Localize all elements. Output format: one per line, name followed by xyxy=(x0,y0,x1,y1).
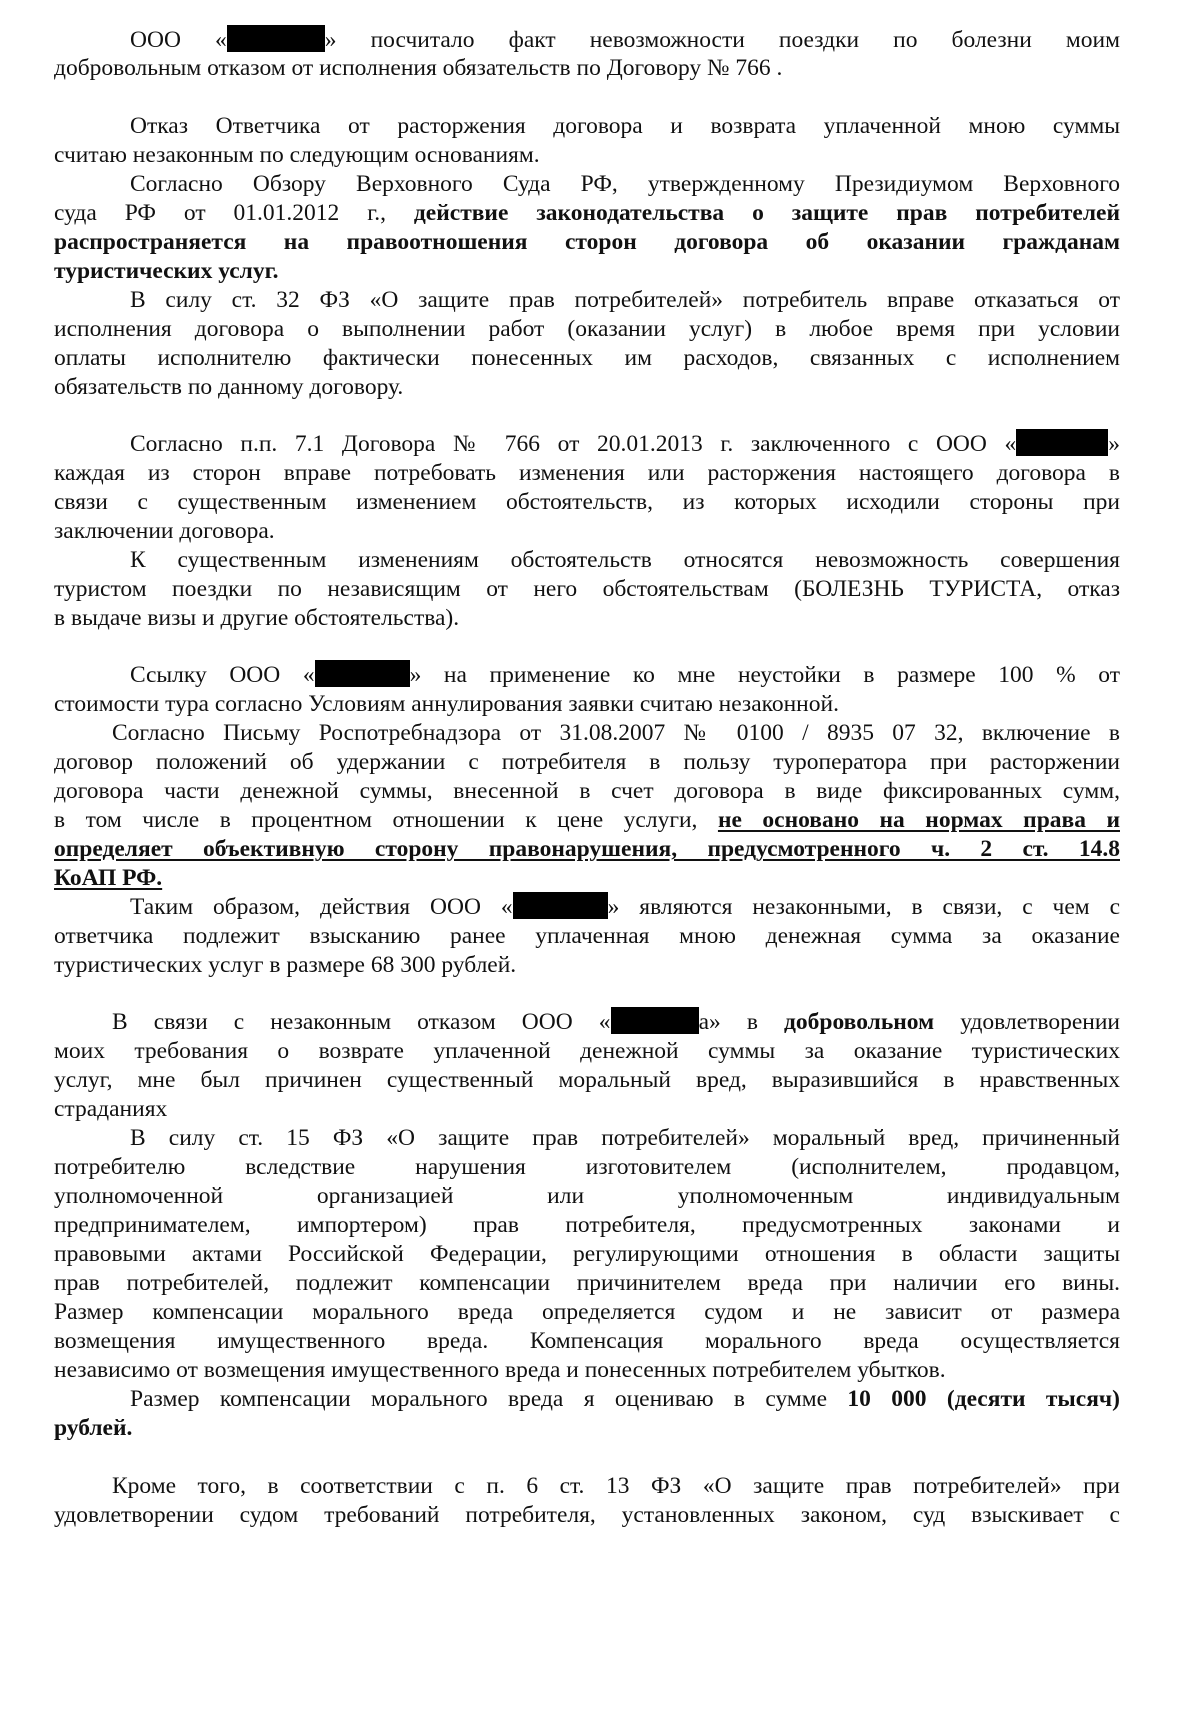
text-line xyxy=(54,1180,1120,1212)
text-run: каждая из сторон вправе потребовать изменения или расторжения настоящего договора в xyxy=(54,460,1120,486)
text-line xyxy=(54,746,1120,778)
text-run: страданиях xyxy=(54,1096,168,1122)
text-run: заключении договора. xyxy=(54,518,275,544)
text-run: исполнения договора о выполнении работ (оказании услуг) в любое время при условии xyxy=(54,316,1120,342)
text-run: стоимости тура согласно Условиям аннулирования заявки считаю незаконной. xyxy=(54,691,839,717)
text-run: возмещения имущественного вреда. Компенсация морального вреда осуществляется xyxy=(54,1328,1120,1354)
text-run: » xyxy=(1108,431,1120,457)
text-line xyxy=(54,1412,1120,1444)
text-line xyxy=(54,515,1120,547)
text-line xyxy=(54,255,1120,287)
text-line xyxy=(54,1035,1120,1067)
text-line xyxy=(54,1093,1120,1125)
text-line xyxy=(54,168,1120,200)
text-run: договора части денежной суммы, внесенной в счет договора в виде фиксированных сумм, xyxy=(54,778,1120,804)
text-run: действие законодательства о защите прав потребителей xyxy=(413,200,1120,226)
text-run: связи с существенным изменением обстоятельств, из которых исходили стороны при xyxy=(54,489,1120,515)
text-run: В связи с незаконным отказом ООО « xyxy=(112,1009,611,1035)
text-line xyxy=(54,284,1120,316)
text-run: добровольным отказом от исполнения обязательств по Договору № 766 . xyxy=(54,55,783,81)
text-line xyxy=(54,428,1120,460)
text-line xyxy=(54,342,1120,374)
text-run: туристических услуг. xyxy=(54,258,279,284)
text-line xyxy=(54,688,1120,720)
text-line xyxy=(54,544,1120,576)
text-line xyxy=(54,717,1120,749)
text-run: уполномоченной организацией или уполномоченным индивидуальным xyxy=(54,1183,1120,1209)
text-line xyxy=(54,1122,1120,1154)
text-run: Кроме того, в соответствии с п. 6 ст. 13 ФЗ «О защите прав потребителей» при xyxy=(112,1473,1120,1499)
text-line xyxy=(54,602,1120,634)
text-line xyxy=(54,371,1120,403)
text-line xyxy=(54,949,1120,981)
text-run: Размер компенсации морального вреда определяется судом и не зависит от размера xyxy=(54,1299,1120,1325)
text-run: услуг, мне был причинен существенный моральный вред, выразившийся в нравственных xyxy=(54,1067,1120,1093)
text-line xyxy=(54,1325,1120,1357)
text-line xyxy=(54,1470,1120,1502)
text-run: удовлетворении судом требований потребителя, установленных законом, суд взыскивает с xyxy=(54,1502,1120,1528)
text-line xyxy=(54,659,1120,691)
text-run: Размер компенсации морального вреда я оцениваю в сумме xyxy=(130,1386,848,1412)
text-line xyxy=(54,226,1120,258)
text-line xyxy=(54,1151,1120,1183)
text-run: независимо от возмещения имущественного вреда и понесенных потребителем убытков. xyxy=(54,1357,946,1383)
text-run: потребителю вследствие нарушения изготовителем (исполнителем, продавцом, xyxy=(54,1154,1120,1180)
redaction-block xyxy=(315,660,410,687)
text-line xyxy=(54,891,1120,923)
text-line xyxy=(54,1354,1120,1386)
text-run: предпринимателем, импортером) прав потребителя, предусмотренных законами и xyxy=(54,1212,1120,1238)
text-run: Согласно п.п. 7.1 Договора № 766 от 20.01.2013 г. заключенного с ООО « xyxy=(130,431,1017,457)
redaction-block xyxy=(1016,429,1108,456)
text-run: суда РФ от 01.01.2012 г., xyxy=(54,200,414,226)
text-run: удовлетворении xyxy=(934,1009,1120,1035)
text-run: Отказ Ответчика от расторжения договора и возврата уплаченной мною суммы xyxy=(130,113,1120,139)
text-run: оплаты исполнителю фактически понесенных им расходов, связанных с исполнением xyxy=(54,345,1120,371)
text-line xyxy=(54,573,1120,605)
text-run: туристических услуг в размере 68 300 рублей. xyxy=(54,952,517,978)
text-line xyxy=(54,197,1120,229)
text-run: не основано на нормах права и xyxy=(717,807,1120,833)
text-line xyxy=(54,804,1120,836)
text-run: Таким образом, действия ООО « xyxy=(130,894,513,920)
text-run: правовыми актами Российской Федерации, регулирующими отношения в области защиты xyxy=(54,1241,1120,1267)
text-line xyxy=(54,1064,1120,1096)
text-run: В силу ст. 32 ФЗ «О защите прав потребителей» потребитель вправе отказаться от xyxy=(130,287,1120,313)
text-run: » на применение ко мне неустойки в размере 100 % от xyxy=(409,662,1121,688)
text-run: » являются незаконными, в связи, с чем с xyxy=(607,894,1120,920)
text-run: договор положений об удержании с потребителя в пользу туроператора при расторжении xyxy=(54,749,1120,775)
text-line xyxy=(54,1296,1120,1328)
text-line xyxy=(54,1267,1120,1299)
text-line xyxy=(54,1238,1120,1270)
text-run: прав потребителей, подлежит компенсации причинителем вреда при наличии его вины. xyxy=(54,1270,1120,1296)
text-run: а» в xyxy=(698,1009,785,1035)
text-run: ответчика подлежит взысканию ранее уплаченная мною денежная сумма за оказание xyxy=(54,923,1120,949)
text-line xyxy=(54,486,1120,518)
text-line xyxy=(54,775,1120,807)
text-line xyxy=(54,139,1120,171)
text-line xyxy=(54,313,1120,345)
redaction-block xyxy=(513,892,608,919)
text-run: обязательств по данному договору. xyxy=(54,374,404,400)
text-line xyxy=(54,52,1120,84)
text-run: ООО « xyxy=(130,27,227,53)
text-run: в выдаче визы и другие обстоятельства). xyxy=(54,605,460,631)
text-run: туристом поездки по независящим от него обстоятельствам (БОЛЕЗНЬ ТУРИСТА, отказ xyxy=(54,576,1120,602)
text-run: Согласно Обзору Верховного Суда РФ, утвержденному Президиумом Верховного xyxy=(130,171,1120,197)
text-run: КоАП РФ. xyxy=(54,865,163,891)
text-run: В силу ст. 15 ФЗ «О защите прав потребителей» моральный вред, причиненный xyxy=(130,1125,1120,1151)
redaction-block xyxy=(611,1007,699,1034)
text-run: К существенным изменениям обстоятельств относятся невозможность совершения xyxy=(130,547,1120,573)
text-line xyxy=(54,1006,1120,1038)
redaction-block xyxy=(227,25,325,52)
text-line xyxy=(54,862,1120,894)
text-run: рублей. xyxy=(54,1415,133,1441)
text-line xyxy=(54,1209,1120,1241)
text-run: распространяется на правоотношения сторон договора об оказании гражданам xyxy=(54,229,1120,255)
text-line xyxy=(54,1383,1120,1415)
text-line xyxy=(54,920,1120,952)
text-run: Согласно Письму Роспотребнадзора от 31.08.2007 № 0100 / 8935 07 32, включение в xyxy=(112,720,1120,746)
text-line xyxy=(54,110,1120,142)
text-run: считаю незаконным по следующим основаниям. xyxy=(54,142,540,168)
text-run: в том числе в процентном отношении к цене услуги, xyxy=(54,807,718,833)
text-run: моих требования о возврате уплаченной денежной суммы за оказание туристических xyxy=(54,1038,1120,1064)
text-run: » посчитало факт невозможности поездки по болезни моим xyxy=(324,27,1120,53)
text-run: определяет объективную сторону правонарушения, предусмотренного ч. 2 ст. 14.8 xyxy=(54,836,1120,862)
text-run: Ссылку ООО « xyxy=(130,662,315,688)
text-line xyxy=(54,833,1120,865)
text-run: добровольном xyxy=(784,1009,935,1035)
text-run: 10 000 (десяти тысяч) xyxy=(847,1386,1120,1412)
text-line xyxy=(54,1499,1120,1531)
text-line xyxy=(54,457,1120,489)
